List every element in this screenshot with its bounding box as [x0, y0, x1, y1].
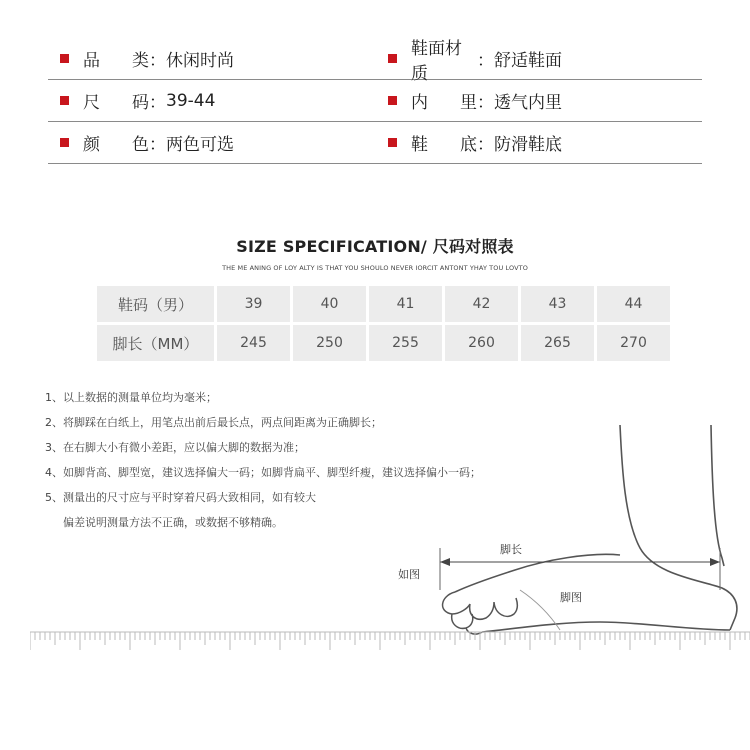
table-row	[97, 286, 670, 322]
toes-outline	[443, 592, 518, 634]
red-square-icon	[388, 54, 397, 63]
info-row	[48, 38, 702, 84]
length-cell: 255	[369, 325, 442, 361]
info-cell: 内 里 ： 透气内里	[388, 80, 562, 121]
product-info-table	[48, 38, 702, 164]
info-cell: 品 类 ： 休闲时尚	[60, 38, 234, 79]
info-value: 舒适鞋面	[494, 51, 562, 71]
info-row	[48, 122, 702, 164]
info-label: 颜 色	[83, 135, 149, 155]
spec-title: SIZE SPECIFICATION/ 尺码对照表	[236, 237, 514, 256]
row-header: 鞋码（男）	[97, 286, 214, 322]
info-cell: 鞋 底 ： 防滑鞋底	[388, 122, 562, 163]
note-item: 1、以上数据的测量单位均为毫米；	[45, 391, 217, 404]
info-label: 内 里	[411, 93, 477, 113]
info-label: 鞋 底	[411, 135, 477, 155]
red-square-icon	[60, 138, 69, 147]
info-label: 品 类	[83, 51, 149, 71]
red-square-icon	[60, 54, 69, 63]
length-cell: 250	[293, 325, 366, 361]
info-value: 透气内里	[494, 93, 562, 113]
red-square-icon	[60, 96, 69, 105]
note-item: 2、将脚踩在白纸上，用笔点出前后最长点，两点间距离为正确脚长；	[45, 416, 382, 429]
size-chart-table	[94, 283, 673, 364]
size-cell: 43	[521, 286, 594, 322]
spec-subtitle: THE ME ANING OF LOY ALTY IS THAT YOU SHOULO NEVER IORCIT ANTONT YHAY TOU LOVTO	[222, 264, 528, 272]
info-value: 39-44	[166, 90, 216, 111]
note-item: 3、在右脚大小有微小差距，应以偏大脚的数据为准；	[45, 441, 305, 454]
size-cell: 42	[445, 286, 518, 322]
arrow-right-head	[710, 558, 720, 566]
info-cell: 鞋面材质 ： 舒适鞋面	[388, 38, 562, 79]
foot-top-outline	[455, 554, 620, 592]
info-cell: 颜 色 ： 两色可选	[60, 122, 234, 163]
length-cell: 270	[597, 325, 670, 361]
size-cell: 44	[597, 286, 670, 322]
foot-outline	[620, 425, 737, 630]
foot-measure-diagram	[0, 425, 750, 640]
note-item: 5、测量出的尺寸应与平时穿着尺码大致相同，如有较大	[45, 491, 316, 504]
info-value: 防滑鞋底	[494, 135, 562, 155]
info-value: 两色可选	[166, 135, 234, 155]
info-label: 鞋面材质	[411, 38, 462, 84]
length-cell: 260	[445, 325, 518, 361]
note-item: 4、如脚背高、脚型宽，建议选择偏大一码；如脚背扁平、脚型纤瘦，建议选择偏小一码；	[45, 466, 481, 479]
info-row	[48, 80, 702, 122]
ruler	[30, 630, 750, 654]
red-square-icon	[388, 138, 397, 147]
length-cell: 265	[521, 325, 594, 361]
size-cell: 41	[369, 286, 442, 322]
table-row	[97, 325, 670, 361]
arrow-left-head	[440, 558, 450, 566]
foot-diagram-label: 脚图	[560, 591, 582, 604]
row-header: 脚长（MM）	[97, 325, 214, 361]
size-cell: 39	[217, 286, 290, 322]
length-cell: 245	[217, 325, 290, 361]
red-square-icon	[388, 96, 397, 105]
info-label: 尺 码	[83, 93, 149, 113]
foot-length-label: 脚长	[500, 543, 522, 556]
example-label: 如图	[398, 568, 420, 581]
size-cell: 40	[293, 286, 366, 322]
note-item: 偏差说明测量方法不正确，或数据不够精确。	[63, 516, 283, 529]
info-value: 休闲时尚	[166, 51, 234, 71]
info-cell: 尺 码 ： 39-44	[60, 80, 215, 121]
